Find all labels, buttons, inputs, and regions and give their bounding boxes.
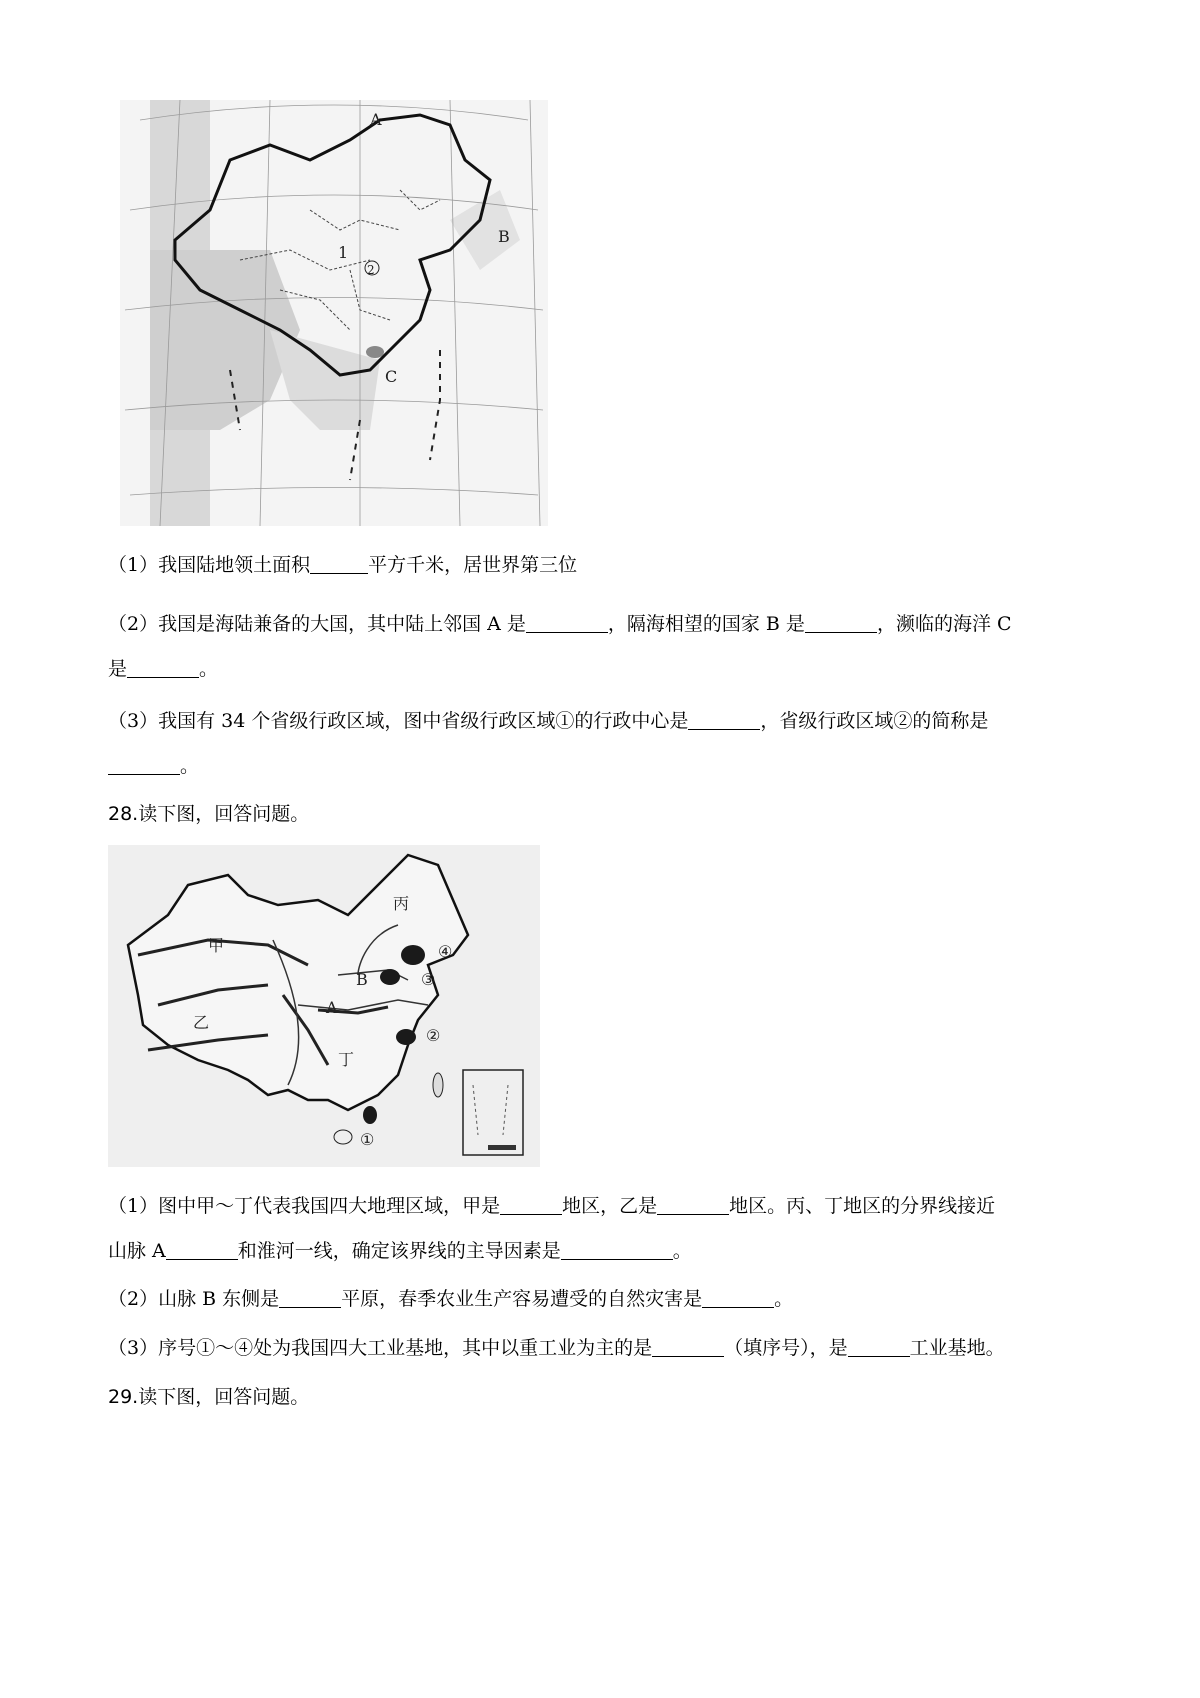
china-regions-map-drawing <box>108 845 540 1167</box>
region-label-ding: 丁 <box>338 1050 355 1069</box>
q28-number: 28. <box>108 803 139 825</box>
q28-part-1-cont <box>108 1237 1098 1265</box>
q28-part-2-text-a: （2）山脉 B 东侧是 <box>108 1288 280 1310</box>
q28-part-3-text-c: 工业基地。 <box>909 1337 1005 1359</box>
q27-part-3-text-a: （3）我国有 34 个省级行政区域，图中省级行政区域①的行政中心是 <box>108 710 689 732</box>
q28-part-3 <box>108 1334 1098 1362</box>
q28-blank-base[interactable] <box>848 1336 910 1357</box>
map-label-region-2: 2 <box>367 263 375 277</box>
q27-blank-sea-c[interactable] <box>127 657 199 678</box>
q27-part-2-cont <box>108 655 1098 683</box>
q27-part-1-text-b: 平方千米，居世界第三位 <box>368 554 578 576</box>
q28-blank-number[interactable] <box>652 1336 724 1357</box>
region-label-yi: 乙 <box>193 1013 210 1032</box>
q28-blank-jia[interactable] <box>500 1194 562 1215</box>
q27-part-2-text-d: 是 <box>108 658 128 680</box>
q28-part-1-text-a: （1）图中甲～丁代表我国四大地理区域，甲是 <box>108 1195 501 1217</box>
q27-part-3-text-c: 。 <box>180 755 200 777</box>
q28-part-1 <box>108 1192 1098 1220</box>
base-label-1: ① <box>360 1130 375 1149</box>
q27-blank-abbreviation[interactable] <box>108 754 180 775</box>
q27-part-3-cont <box>108 752 1098 780</box>
q27-part-3 <box>108 707 1098 735</box>
region-label-jia: 甲 <box>208 936 225 955</box>
q28-part-3-text-a: （3）序号①～④处为我国四大工业基地，其中以重工业为主的是 <box>108 1337 653 1359</box>
q27-part-3-text-b: ，省级行政区域②的简称是 <box>760 710 989 732</box>
q28-part-2-text-b: 平原，春季农业生产容易遭受的自然灾害是 <box>341 1288 703 1310</box>
q28-blank-disaster[interactable] <box>702 1287 774 1308</box>
q29-heading <box>108 1383 309 1411</box>
q27-part-2-text-e: 。 <box>199 658 219 680</box>
q28-part-1-text-b: 地区，乙是 <box>562 1195 658 1217</box>
q28-part-2 <box>108 1285 1098 1313</box>
base-label-3: ③ <box>421 970 436 989</box>
region-label-bing: 丙 <box>393 894 410 913</box>
q27-part-2-text-b: ，隔海相望的国家 B 是 <box>607 613 805 635</box>
map-label-c: C <box>385 367 398 386</box>
q28-blank-mountain-a[interactable] <box>166 1239 238 1260</box>
q27-part-2-text-c: ，濒临的海洋 C <box>876 613 1012 635</box>
q28-part-1-text-d: 山脉 A <box>108 1240 166 1262</box>
q27-part-1 <box>108 551 1098 579</box>
q28-blank-factor[interactable] <box>561 1239 673 1260</box>
q27-part-1-text-a: （1）我国陆地领土面积 <box>108 554 311 576</box>
mountain-label-b: B <box>356 970 368 989</box>
q28-blank-plain[interactable] <box>279 1287 341 1308</box>
q29-number: 29. <box>108 1386 139 1408</box>
q27-blank-capital[interactable] <box>688 709 760 730</box>
china-regions-map <box>108 845 540 1167</box>
china-neighbors-map <box>120 100 548 526</box>
map-label-region-1: 1 <box>338 243 349 262</box>
q28-part-1-text-e: 和淮河一线，确定该界线的主导因素是 <box>237 1240 561 1262</box>
q28-heading <box>108 800 309 828</box>
q29-title: 读下图，回答问题。 <box>138 1386 310 1408</box>
q28-part-3-text-b: （填序号），是 <box>724 1337 848 1359</box>
base-label-2: ② <box>426 1026 441 1045</box>
q27-blank-country-b[interactable] <box>805 612 877 633</box>
map-label-a: A <box>370 110 382 129</box>
q28-part-1-text-f: 。 <box>672 1240 692 1262</box>
q28-title: 读下图，回答问题。 <box>138 803 310 825</box>
china-neighbors-map-drawing <box>120 100 548 526</box>
q28-part-2-text-c: 。 <box>774 1288 794 1310</box>
mountain-label-a: A <box>326 998 338 1017</box>
q28-part-1-text-c: 地区。丙、丁地区的分界线接近 <box>729 1195 996 1217</box>
q27-part-2-text-a: （2）我国是海陆兼备的大国，其中陆上邻国 A 是 <box>108 613 526 635</box>
map-label-b: B <box>498 227 510 246</box>
q28-blank-yi[interactable] <box>657 1194 729 1215</box>
q27-part-2 <box>108 610 1098 638</box>
q27-blank-country-a[interactable] <box>526 612 608 633</box>
q27-blank-area[interactable] <box>310 553 368 574</box>
base-label-4: ④ <box>438 942 453 961</box>
